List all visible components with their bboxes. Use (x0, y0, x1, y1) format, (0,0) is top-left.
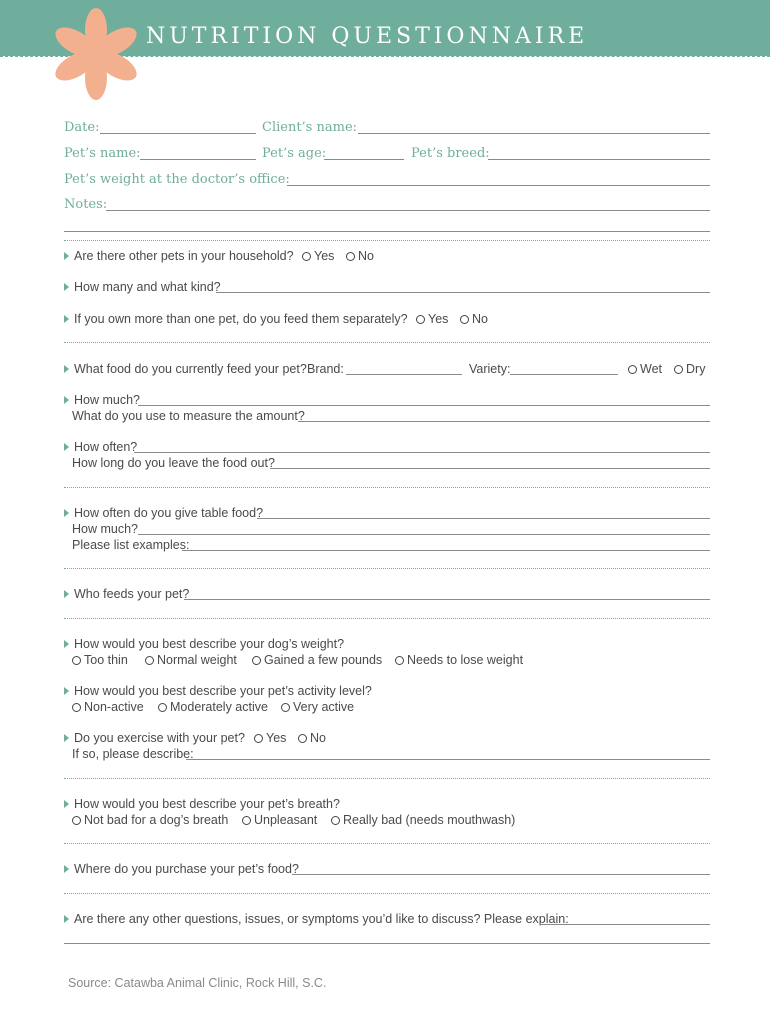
date-label: Date: (64, 120, 100, 135)
question-food: What food do you currently feed your pet? (64, 362, 307, 376)
flower-icon (52, 8, 140, 108)
weight-gained[interactable]: Gained a few pounds (252, 653, 382, 667)
pet-age-field[interactable] (324, 159, 404, 160)
variety-field[interactable] (510, 374, 618, 375)
pet-breed-field[interactable] (488, 159, 710, 160)
other-pets-no[interactable]: No (346, 249, 374, 263)
question-how-much: How much? (64, 393, 140, 407)
section-divider (64, 778, 710, 779)
measure-field[interactable] (298, 421, 710, 422)
who-feeds-field[interactable] (184, 599, 710, 600)
describe-field[interactable] (186, 759, 710, 760)
question-leave-out: How long do you leave the food out? (72, 456, 275, 470)
brand-field[interactable] (346, 374, 462, 375)
section-divider (64, 568, 710, 569)
question-activity: How would you best describe your pet’s activity level? (64, 684, 372, 698)
question-other-pets: Are there other pets in your household? (64, 249, 294, 263)
variety-label: Variety: (469, 362, 511, 376)
pet-weight-label: Pet’s weight at the doctor’s office: (64, 172, 290, 187)
question-table-food: How often do you give table food? (64, 506, 263, 520)
how-much-field[interactable] (138, 405, 710, 406)
section-divider (64, 893, 710, 894)
pet-name-field[interactable] (140, 159, 256, 160)
pet-age-label: Pet’s age: (262, 146, 327, 161)
activity-non-active[interactable]: Non-active (72, 700, 144, 714)
question-exercise: Do you exercise with your pet? (64, 731, 245, 745)
food-wet[interactable]: Wet (628, 362, 662, 376)
page-title: NUTRITION QUESTIONNAIRE (146, 24, 589, 49)
section-divider (64, 342, 710, 343)
source-note: Source: Catawba Animal Clinic, Rock Hill, S.C. (68, 976, 327, 990)
food-dry[interactable]: Dry (674, 362, 705, 376)
how-often-field[interactable] (134, 452, 710, 453)
pet-weight-field[interactable] (287, 185, 710, 186)
section-divider (64, 487, 710, 488)
breath-really-bad[interactable]: Really bad (needs mouthwash) (331, 813, 515, 827)
question-table-how-much: How much? (72, 522, 138, 536)
how-many-field[interactable] (216, 292, 710, 293)
table-food-field[interactable] (257, 518, 710, 519)
question-examples: Please list examples: (72, 538, 190, 552)
client-name-field[interactable] (358, 133, 710, 134)
weight-normal[interactable]: Normal weight (145, 653, 237, 667)
question-feed-separately: If you own more than one pet, do you feed them separately? (64, 312, 408, 326)
question-describe: If so, please describe: (72, 747, 194, 761)
date-field[interactable] (100, 133, 256, 134)
feed-separately-yes[interactable]: Yes (416, 312, 448, 326)
question-measure: What do you use to measure the amount? (72, 409, 305, 423)
section-divider (64, 843, 710, 844)
client-name-label: Client’s name: (262, 120, 358, 135)
brand-label: Brand: (307, 362, 344, 376)
exercise-yes[interactable]: Yes (254, 731, 286, 745)
weight-lose[interactable]: Needs to lose weight (395, 653, 523, 667)
notes-label: Notes: (64, 197, 108, 212)
notes-field-1[interactable] (106, 210, 710, 211)
exercise-no[interactable]: No (298, 731, 326, 745)
activity-very-active[interactable]: Very active (281, 700, 354, 714)
activity-moderately[interactable]: Moderately active (158, 700, 268, 714)
other-field-2[interactable] (64, 943, 710, 944)
question-how-many: How many and what kind? (64, 280, 221, 294)
section-divider (64, 618, 710, 619)
examples-field[interactable] (182, 550, 710, 551)
other-field-1[interactable] (540, 924, 710, 925)
leave-out-field[interactable] (270, 468, 710, 469)
pet-breed-label: Pet’s breed: (411, 146, 490, 161)
question-dog-weight: How would you best describe your dog’s weight? (64, 637, 344, 651)
question-breath: How would you best describe your pet’s breath? (64, 797, 340, 811)
purchase-field[interactable] (292, 874, 710, 875)
notes-field-2[interactable] (64, 231, 710, 232)
pet-name-label: Pet’s name: (64, 146, 141, 161)
other-pets-yes[interactable]: Yes (302, 249, 334, 263)
weight-too-thin[interactable]: Too thin (72, 653, 128, 667)
feed-separately-no[interactable]: No (460, 312, 488, 326)
question-purchase: Where do you purchase your pet’s food? (64, 862, 299, 876)
breath-unpleasant[interactable]: Unpleasant (242, 813, 317, 827)
question-who-feeds: Who feeds your pet? (64, 587, 189, 601)
breath-not-bad[interactable]: Not bad for a dog’s breath (72, 813, 228, 827)
table-how-much-field[interactable] (138, 534, 710, 535)
question-other: Are there any other questions, issues, or symptoms you’d like to discuss? Please explain: (64, 912, 569, 926)
section-divider (64, 240, 710, 241)
question-how-often: How often? (64, 440, 137, 454)
